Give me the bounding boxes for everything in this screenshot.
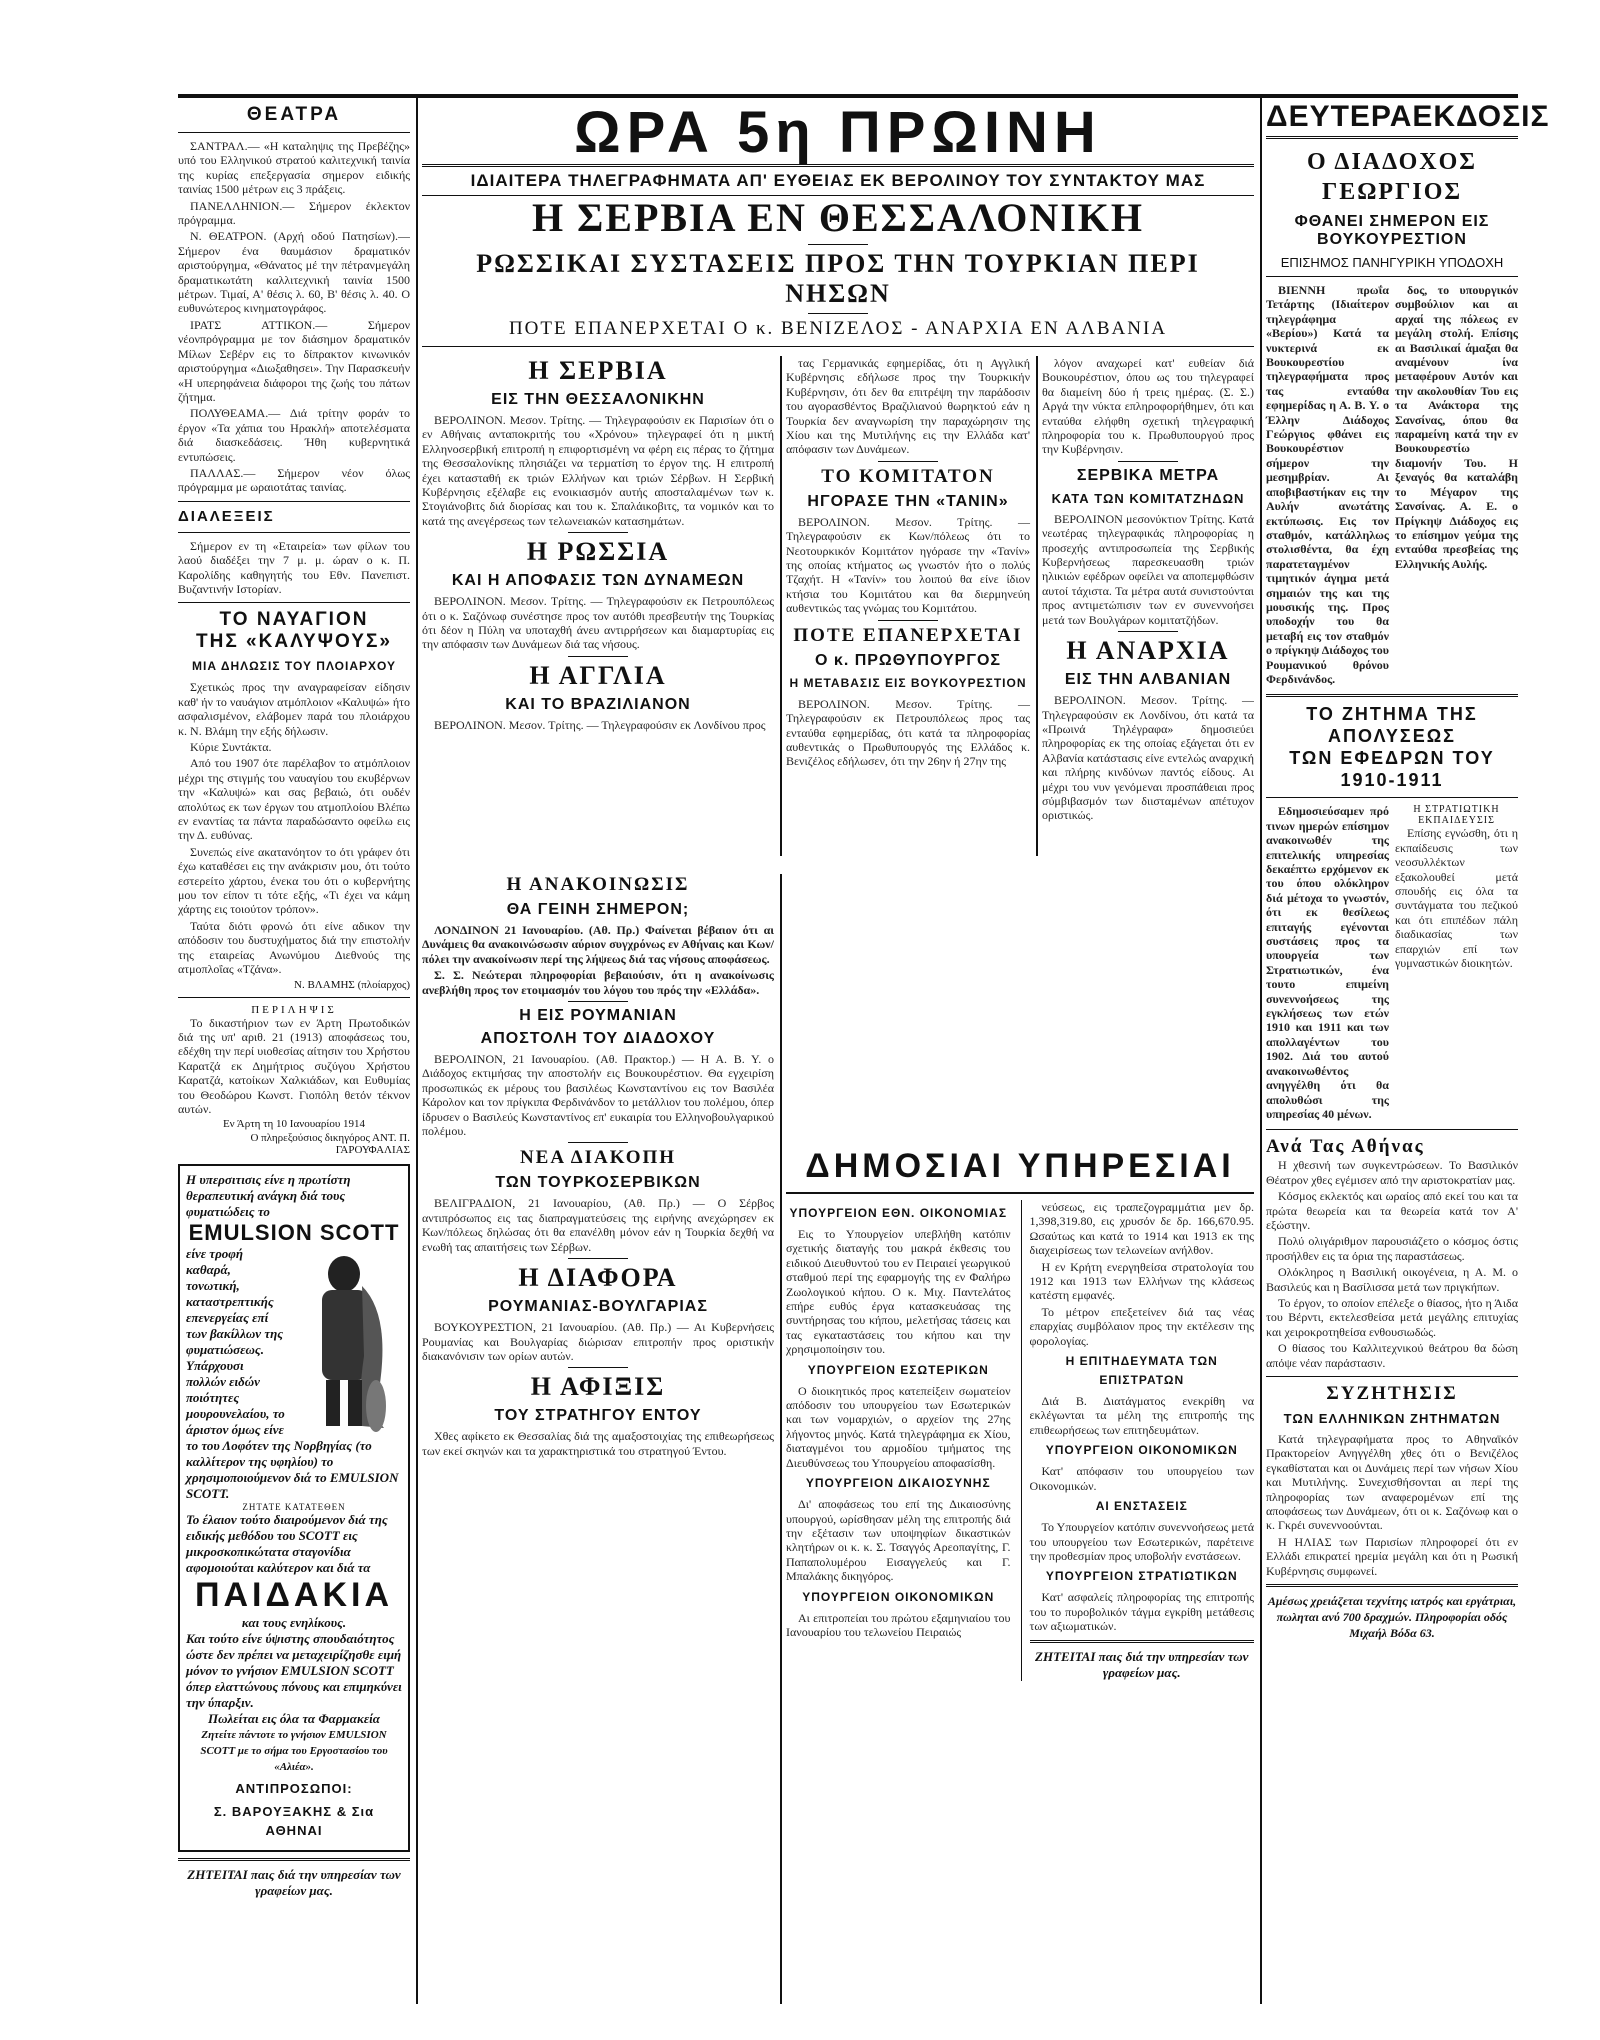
center-col-b: [786, 356, 1030, 771]
anarchy-sub: ΕΙΣ ΤΗΝ ΑΛΒΑΝΙΑΝ: [1064, 671, 1232, 689]
shipwreck-text: Σχετικώς προς την αναγραφείσαν είδησιν καθ' ήν το ναυάγιον ατμόπλοιον «Καλυψώ» ήτο ασφαλισμένον, ελάβομεν παρά του πλοιάρχου κ. Ν. Βλάμη την εξής δήλωσιν. Κύριε Συντάκτα. Από του 1907 ότε παρέλαβον το ατμόπλοιον μέχρι της στιγμής του ναυαγίου του εκυβέρνων την «Καλυψώ» και σας βεβαιώ, ότι ουδέν απολύτως εκ των έργων του ατμοπλοίου Βλέπω εν εναντίας τα πάντα παραδώσαντο οφείλω εις την Δ. ευθύνας. Συνεπώς είνε ακατανόητον το ότι γράφεν ότι έχω καταθέσει εις την ανάκρισιν μου, ότι τούτο εστερείτο χάρτου, ένεκα του ότι ο κυβερνήτης μου τον είπον τι τότε εξής, «Τι έχει να κάμη χάρτης εις τοιούτον τρόπον». Ταύτα διότι φρονώ ότι είνε αδικον την απόδοσιν του δυστυχήματος διά την επιστολήν της εταιρείας Ανωνύμου Διεθνούς της ατμοπλοΐας «Τζάνα».: [178, 680, 410, 977]
military-text: Κατ' ασφαλείς πληροφορίας της επιτροπής του το πυροβολικόν τάγμα εγκρίθη μετάθεσις των αξιωματικών.: [1029, 1590, 1254, 1634]
arrival-sub: ΤΟΥ ΣΤΡΑΤΗΓΟΥ ΕΝΤΟΥ: [494, 1407, 702, 1425]
ad-text-6: Ζητείτε πάντοτε το γνήσιον EMULSION SCOTT με το σήμα του Εργοστασίου του «Αλιέα».: [200, 1729, 388, 1774]
shipwreck-title-1: ΤΟ ΝΑΥΑΓΙΟΝ: [219, 609, 369, 631]
ad-text-1: είνε τροφή καθαρά, τονωτική, καταστρεπτικής επενεργείας επί των βακίλλων της φυματιώσεως. Υπάρχουσι πολλών ειδών ποιότητες μουρουνελαίου, το άριστον όμως είνε το του Λοφότεν της Νορβηγίας (το καλλίτερον της υφηλίου) το χρησιμοποιούμενον διά το EMULSION SCOTT.: [186, 1246, 399, 1502]
justice-title: ΥΠΟΥΡΓΕΙΟΝ ΔΙΚΑΙΟΣΥΝΗΣ: [805, 1476, 991, 1491]
athens-column-title: Ανά Τας Αθήνας: [1266, 1136, 1425, 1158]
ad-text-3: και τους ενηλίκους.: [241, 1615, 347, 1631]
russian-recommendations-headline: ΡΩΣΣΙΚΑΙ ΣΥΣΤΑΣΕΙΣ ΠΡΟΣ ΤΗΝ ΤΟΥΡΚΙΑΝ ΠΕΡΙ ΝΗΣΩΝ: [476, 249, 1200, 308]
russia-article-sub: ΚΑΙ Η ΑΠΟΦΑΣΙΣ ΤΩΝ ΔΥΝΑΜΕΩΝ: [451, 572, 745, 590]
public-footer-notice: ΖΗΤΕΙΤΑΙ παις διά την υπηρεσίαν των γραφείων μας.: [1035, 1648, 1249, 1680]
anarchy-title: Η ΑΝΑΡΧΙΑ: [1066, 636, 1230, 666]
shipwreck-title-2: ΤΗΣ «ΚΑΛΥΨΟΥΣ»: [196, 631, 392, 653]
ad-children: ΠΑΙΔΑΚΙΑ: [194, 1576, 394, 1615]
public-col-a: [786, 1200, 1011, 1681]
discussions-text-2: Η ΗΛΙΑΣ των Παρισίων πληροφορεί ότι εν Ελλάδι επικρατεί ηρεμία μεγάλη και ότι η Ρωσική Κυβέρνησις συμφωνεί.: [1266, 1534, 1518, 1578]
romania-text: ΒΕΡΟΛΙΝΟΝ, 21 Ιανουαρίου. (Αθ. Πρακτορ.) — Η Α. Β. Υ. ο Διάδοχος εκτιμήσας την αποστολήν εις Βουκουρέστιον. Θα εγχειρίση προσωπικώς εκ μέρους του βασιλέως Κωνσταντίνου εις τον Βασιλέα Κάρολον και τον πρίγκιπα Φερδινάνδον το μετάλλιον του πολέμου, όπερ ίδρυσεν ο Βασιλεύς Κωνσταντίνος επ' ευκαιρία του Ελληνοβουλγαρικού πολέμου.: [422, 1052, 774, 1139]
appoint-title: ΑΙ ΕΝΣΤΑΣΕΙΣ: [1095, 1499, 1188, 1514]
announcement-sub: ΘΑ ΓΕΙΝΗ ΣΗΜΕΡΟΝ;: [506, 901, 690, 918]
economy-title: ΥΠΟΥΡΓΕΙΟΝ ΟΙΚΟΝΟΜΙΚΩΝ: [1045, 1443, 1238, 1458]
emulsion-scott-ad: [178, 1164, 410, 1852]
column-rule-3: [1036, 356, 1038, 856]
theatre-title: ΘΕΑΤΡΑ: [246, 104, 342, 125]
center-col-c: [1042, 356, 1254, 825]
reserve-headline: ΤΟ ΖΗΤΗΜΑ ΤΗΣ ΑΠΟΛΥΣΕΩΣ: [1306, 704, 1478, 747]
new-break-title: ΝΕΑ ΔΙΑΚΟΠΗ: [519, 1147, 677, 1169]
public-services-title: ΔΗΜΟΣΙΑΙ ΥΠΗΡΕΣΙΑΙ: [786, 1144, 1254, 1194]
perilipsis-text: Το δικαστήριον των εν Άρτη Πρωτοδικών διά της υπ' αριθ. 21 (1913) αποφάσεως του, εδέχθη την περί υιοθεσίας αίτησιν του Χρήστου Καρατζά εκ Δημήτριος συζύγου Χρήστου Καρατζά, κατοίκων Χαλκιάδων, και Ευθυμίας του Θεοδώρου Κωνστ. Γιοπόλη θετόν τέκνον αυτών.: [178, 1015, 410, 1116]
official-reception-headline: ΕΠΙΣΗΜΟΣ ΠΑΝΗΓΥΡΙΚΗ ΥΠΟΔΟΧΗ: [1280, 255, 1504, 270]
committee-sub: ΗΓΟΡΑΣΕ ΤΗΝ «ΤΑΝΙΝ»: [807, 492, 1009, 510]
announcement-text-2: Σ. Σ. Νεώτεραι πληροφορίαι βεβαιούσιν, ότι η ανακοίνωσις ανεβλήθη προς τον ετοιμασμόν του λόγου του πρός την «Ελλάδα».: [422, 968, 774, 997]
shipwreck-subtitle: ΜΙΑ ΔΗΛΩΣΙΣ ΤΟΥ ΠΛΟΙΑΡΧΟΥ: [191, 659, 396, 674]
serbia-headline: Η ΣΕΡΒΙΑ ΕΝ ΘΕΣΣΑΛΟΝΙΚΗ: [532, 196, 1144, 240]
ad-agent-name: Σ. ΒΑΡΟΥΞΑΚΗΣ & Σια ΑΘΗΝΑΙ: [213, 1804, 375, 1839]
finance-title: ΥΠΟΥΡΓΕΙΟΝ ΟΙΚΟΝΟΜΙΚΩΝ: [802, 1589, 995, 1604]
justice-text: Δι' αποφάσεως του επί της Δικαιοσύνης υπουργού, ωρίσθησαν μέλη της επιτροπής διά την εξέτασιν των υποψηφίων δικαστικών κλητήρων οι κ. κ. Σ. Τσαγγός Αρεοπαγίτης, Γ. Παπαπολυμέρου Εισαγγελεύς και Γ. Μπαλάκης δικηγόρος.: [786, 1497, 1011, 1584]
top-rule: [178, 94, 1518, 98]
serb-measures-title: ΣΕΡΒΙΚΑ ΜΕΤΡΑ: [1076, 466, 1220, 484]
england-article-text: ΒΕΡΟΛΙΝΟΝ. Μεσον. Τρίτης. — Τηλεγραφούσιν εκ Λονδίνου προς: [434, 717, 766, 732]
left-column: [178, 102, 410, 2004]
reserve-subheadline: ΤΩΝ ΕΦΕΔΡΩΝ ΤΟΥ 1910-1911: [1289, 748, 1495, 791]
epit-title: Η ΕΠΙΤΗΔΕΥΜΑΤΑ ΤΩΝ ΕΠΙΣΤΡΑΤΩΝ: [1065, 1354, 1218, 1388]
venizelos-return-headline: ΠΟΤΕ ΕΠΑΝΕΡΧΕΤΑΙ Ο κ. ΒΕΝΙΖΕΛΟΣ - ΑΝΑΡΧΙΑ ΕΝ ΑΛΒΑΝΙΑ: [508, 318, 1168, 339]
right-column: [1266, 100, 1550, 1641]
russia-article-title: Η ΡΩΣΣΙΑ: [526, 537, 670, 567]
england-article-title: Η ΑΓΓΛΙΑ: [529, 660, 667, 690]
center-headline-block: [422, 102, 1254, 196]
reserve-text: Εδημοσιεύσαμεν πρό τινων ημερών επίσημον ανακοινωθέν της επιτελικής υπηρεσίας δεκαέπτω ερχόμενον εκ του όπου ολόκληρον διά μέτοχα το γνωστόν, ότι εκ θεσίλεως επιταγής εγένονται συστάσεις προς τα υπουργεία των Στρατιωτικών, ένα τουτο επιμείνη συνεννοήσεως της εγκλήσεως των ετών 1910 και 1911 και των απολλαγέντων του 1902. Διά του αυτού ανακοινωθέντος ανηγγέλθη ότι θα απολυθώσι της υπηρεσίας 40 μένων.: [1266, 804, 1389, 1121]
return-sub2: Η ΜΕΤΑΒΑΣΙΣ ΕΙΣ ΒΟΥΚΟΥΡΕΣΤΙΟΝ: [789, 675, 1027, 690]
perilipsis-title: ΠΕΡΙΛΗΨΙΣ: [251, 1003, 337, 1016]
column-rule-2: [780, 356, 782, 856]
ad-figure-caption: ΖΗΤΑΤΕ ΚΑΤΑΤΕΘΕΝ: [242, 1502, 346, 1513]
right-footer-notice: Αμέσως χρειάζεται τεχνίτης ιατρός και εργάτριαι, πωληται ανύ 700 δραχμών. Πληροφορίαι οδός Μιχαήλ Βόδα 63.: [1267, 1594, 1517, 1641]
appoint-text: Το Υπουργείον κατόπιν συνεννοήσεως μετά του υπουργείου των Εσωτερικών, παρέτεινε την προθεσμίαν προς υποβολήν ενστάσεων.: [1029, 1520, 1254, 1563]
serbia-article-sub: ΕΙΣ ΤΗΝ ΘΕΣΣΑΛΟΝΙΚΗΝ: [491, 391, 705, 408]
ad-text-5: Πωλείται εις όλα τα Φαρμακεία: [208, 1711, 380, 1727]
discussions-sub: ΤΩΝ ΕΛΛΗΝΙΚΩΝ ΖΗΤΗΜΑΤΩΝ: [1283, 1411, 1501, 1426]
interior-title: ΥΠΟΥΡΓΕΙΟΝ ΕΣΩΤΕΡΙΚΩΝ: [807, 1362, 989, 1377]
econ-title: ΥΠΟΥΡΓΕΙΟΝ ΕΘΝ. ΟΙΚΟΝΟΜΙΑΣ: [789, 1206, 1008, 1220]
announcement-title: Η ΑΝΑΚΟΙΝΩΣΙΣ: [506, 874, 690, 895]
return-sub: Ο κ. ΠΡΩΘΥΠΟΥΡΓΟΣ: [815, 651, 1001, 669]
diafora-sub: ΡΟΥΜΑΝΙΑΣ-ΒΟΥΛΓΑΡΙΑΣ: [488, 1298, 708, 1316]
perilipsis-date: Εν Άρτη τη 10 Ιανουαρίου 1914: [222, 1118, 366, 1131]
premier-travel-text: λόγον αναχωρεί κατ' ευθείαν διά Βουκουρέστιον, όπου ως του τηλεγραφεί θα διαμείνη δύο ή τρεις ημέρας. (Σ. Σ.) Αργά την νύκτα επληροφορήθημεν, ότι και ενταύθα ελήφθη σχετική τηλεγραφική πληροφορία του κ. Πρωθυπουργού προς την Κυβέρνησιν.: [1042, 356, 1254, 457]
new-break-text: ΒΕΛΙΓΡΑΔΙΟΝ, 21 Ιανουαρίου, (Αθ. Πρ.) — Ο Σέρβος αντιπρόσωπος εις τας διαπραγματεύσεις της ειρήνης ανεχώρησεν εκ Κων/πόλεως δηλώσας ότι θα επανέλθη μόνον εάν η Τουρκία δεχθή να ενωθή τας απαιτήσεις των Σέρβων.: [422, 1196, 774, 1254]
column-rule-4: [1260, 98, 1262, 2004]
serbia-article-text: ΒΕΡΟΛΙΝΟΝ. Μεσον. Τρίτης. — Τηλεγραφούσιν εκ Παρισίων ότι ο εν Αθήναις ανταποκριτής του «Χρόνου» τηλεγραφεί ότι η μικτή Ελληνοσερβική επιτροπή η επιφορτισμένη να φέρη εις πέρας το ζήτημα της Θεσσαλονίκης πλησιάζει να τερματίση το έργον της. Η επιτροπή έχει κατασταθή εκ τριών Ελλήνων και τριών Σέρβων. Η Σερβική Κυβέρνησις εξέλαβε εις ενοικιασμόν αυτής αποσταλαμένων των κ. Στογιάνοβιτς διά διορίσας και του κ. Σπαλάικοβιτς, τα νομικόν και το κατά της ανεγέρσεως των τελωνειακών κατασημάτων.: [422, 413, 774, 528]
main-banner-title: ΩΡΑ 5η ΠΡΩΙΝΗ: [574, 100, 1102, 165]
theatre-listings: ΣΑΝΤΡΑΛ.— «Η καταληψις της Πρεβέζης» υπό του Ελληνικού στρατού καλιτεχνική ταινία της κυρίας επεξεργασία σημερον ειδικής ταινίας 1500 μέτρων εις 3 πράξεις. ΠΑΝΕΛΛΗΝΙΟΝ.— Σήμερον έκλεκτον πρόγραμμα. Ν. ΘΕΑΤΡΟΝ. (Αρχή οδού Πατησίων).— Σήμερον ένα θαυμάσιον δραματικόν αριστούργημα, «Θάνατος μέ την πέτρανμεγάλη δραματικωτάτη καλλιτεχνική ταινία 1500 μέτρων. Τιμαί, Α' θέσις λ. 60, Β' θέσις λ. 40. Ο ευθυνώτερος κινηματογράφος. ΙΡΑΤΣ ΑΤΤΙΚΟΝ.— Σήμερον νέονπρόγραμμα με τον διάσημον δραματικόν Μίλων Σεβέρν εις το δίπρακτον κινωνικόν αριστούργημα «Διωξαθησει». Την Παρασκευήν «Η υπερηφάνεια διάφοροι της ζωής του πάτων ζήτημα. ΠΟΛΥΘΕΑΜΑ.— Διά τρίτην φοράν το έργον «Τα χάπια του Ηρακλή» αποτελέσματα διά διασκεδάσεις. Ήθη κυβερνητικά εντυπώσεις. ΠΑΛΛΑΣ.— Σήμερον νέον όλως πρόγραμμα με ωραιοτάτας ταινίας.: [178, 139, 410, 495]
ad-intro: Η υπερσιτισις είνε η πρωτίστη θεραπευτική ανάγκη διά τους φυματιώδεις το: [186, 1172, 351, 1220]
serb-measures-text: ΒΕΡΟΛΙΝΟΝ μεσονύκτιον Τρίτης. Κατά νεωτέρας τηλεγραφικάς πληροφορίας η προσεχής αντιπροσωπεία της Σερβικής Κυβερνήσεως παρεσκευασθη τριών ηλικιών εφέδρων οφείλει να αποπεμφθώσιν αυτοί τάχιστα. Τα μέτρα αυτά συνιστούνται προς αντιμετώπισιν των εν συνεννοήσει μετά των Βουλγάρων κομιτατζήδων.: [1042, 511, 1254, 627]
crown-prince-headline: Ο ΔΙΑΔΟΧΟΣ ΓΕΩΡΓΙΟΣ: [1307, 149, 1477, 205]
arrives-headline: ΦΘΑΝΕΙ ΣΗΜΕΡΟΝ ΕΙΣ ΒΟΥΚΟΥΡΕΣΤΙΟΝ: [1294, 213, 1490, 248]
arrival-text: Χθες αφίκετο εκ Θεσσαλίας διά της αμαξοστοιχίας της επιθεωρήσεως των εκεί σκηνών και τα χαρακτηριστικά του στρατηγού Έντου.: [422, 1429, 774, 1458]
newspaper-page: [178, 84, 1550, 2004]
return-title: ΠΟΤΕ ΕΠΑΝΕΡΧΕΤΑΙ: [793, 624, 1023, 646]
epit-text: Διά Β. Διατάγματος ενεκρίθη να εκλέγωνται τα μέλη της επιτροπής της επιθεωρήσεως των επιτηδευμάτων.: [1029, 1394, 1254, 1437]
column-rule-5: [780, 874, 782, 2004]
public-col-b: [1021, 1200, 1255, 1681]
ad-text-4: Και τούτο είνε ύψιστης σπουδαιότητος ώστε δεν πρέπει να μεταχειρίζησθε ειμή μόνον το γνήσιον EMULSION SCOTT όπερ ελαττώνους πόνους και επιμηκύνει την ύπαρξιν.: [186, 1631, 402, 1711]
discussions-text: Κατά τηλεγραφήματα προς το Αθηναϊκόν Πρακτορείον Ανηγγέλθη χθες ότι ο Βενιζέλος εγκαθίσταται και οι Δυνάμεις περί των νήσων Χίου και Μυτιλήνης. Συνεχισθήσονται αι περί της πληροφορίας των αναφερομένων επί της αποφάσεως των Δυνάμεων, ότι οι κ. Σαζόνωφ και ο κ. Γκρέι συνεννοούνται.: [1266, 1432, 1518, 1533]
discussions-title: ΣΥΖΗΤΗΣΙΣ: [1326, 1383, 1458, 1404]
diafora-title: Η ΔΙΑΦΟΡΑ: [518, 1263, 678, 1293]
committee-text: ΒΕΡΟΛΙΝΟΝ. Μεσον. Τρίτης. — Τηλεγραφούσιν εκ Κων/πόλεως ότι το Νεοτουρκικόν Κομιτάτον ηγόρασε την «Τανίν» της οποίας κτήματος ως γνωστόν ήτο ο πολύς Τζαχήτ. Η «Τανίν» του λοιπού θα είνε ίδιον κτήσια του Κομιτάτου και θα διερμηνεύη αυθεντικώς τας γνώμας του Κομιτάτου.: [786, 514, 1030, 616]
new-break-sub: ΤΩΝ ΤΟΥΡΚΟΣΕΡΒΙΚΩΝ: [495, 1174, 701, 1192]
ad-brand: EMULSION SCOTT: [188, 1220, 400, 1246]
economy-text: Κατ' απόφασιν του υπουργείου των Οικονομικών.: [1029, 1464, 1254, 1493]
public-services-block: [786, 1144, 1254, 2004]
romania-title: Η ΕΙΣ ΡΟΥΜΑΝΙΑΝ: [519, 1007, 677, 1025]
arrival-title: Η ΑΦΙΞΙΣ: [530, 1372, 666, 1402]
shipwreck-signature: Ν. ΒΛΑΜΗΣ (πλοίαρχος): [294, 978, 410, 991]
lectures-title: ΔΙΑΛΕΞΕΙΣ: [178, 507, 275, 525]
finance-text: Αι επιτροπείαι του πρώτου εξαμηνιαίου του Ιανουαρίου του τελωνείου Πειραιώς: [786, 1610, 1011, 1639]
perilipsis-signature: Ο πληρεξούσιος δικηγόρος ΑΝΤ. Π. ΓΑΡΟΥΦΑΛΙΑΣ: [250, 1132, 410, 1157]
mid-text-3: Το μέτρον επεξετείνεν διά τας νέας επαρχίας συμβόλαιον προς την εκτέλεσιν της φορολογίας.: [1029, 1304, 1254, 1348]
german-newspapers-text: τας Γερμανικάς εφημερίδας, ότι η Αγγλική Κυβέρνησις εδήλωσε προς την Τουρκικήν Κυβέρνησιν, ότι δεν θα επιτρέψη την παράδοσιν του αγορασθέντος Βραζιλιανού θωρηκτού εάν η Τουρκία δεν αναγνωρίση την παραχώρησιν της Χίου και της Μυτιλήνης εις την Ελλάδα κατ' απόφασιν των Δυνάμεων.: [786, 356, 1030, 457]
mid-text-2: Η εν Κρήτη ενεργηθείσα στρατολογία του 1912 και 1913 των Ελλήνων της κλάσεως κατέστη εμφανές.: [1029, 1259, 1254, 1303]
ad-text-2: Το έλαιον τούτο διαιρούμενον διά της ειδικής μεθόδου του SCOTT εις μικροσκοπικώτατα σταγονίδια αφομοιούται καλύτερον και διά τα: [186, 1512, 388, 1576]
serb-measures-sub: ΚΑΤΑ ΤΩΝ ΚΟΜΙΤΑΤΖΗΔΩΝ: [1051, 490, 1245, 506]
center-lower-left: [422, 874, 774, 2004]
england-article-sub: ΚΑΙ ΤΟ ΒΡΑΖΙΛΙΑΝΟΝ: [505, 695, 691, 713]
column-rule-1: [416, 98, 418, 2004]
military-title: ΥΠΟΥΡΓΕΙΟΝ ΣΤΡΑΤΙΩΤΙΚΩΝ: [1045, 1569, 1238, 1584]
left-footer-notice: ΖΗΤΕΙΤΑΙ παις διά την υπηρεσίαν των γραφείων μας.: [187, 1867, 401, 1899]
ad-agents: ΑΝΤΙΠΡΟΣΩΠΟΙ:: [235, 1781, 353, 1797]
vienna-text: ΒΙΕΝΝΗ πρωΐα Τετάρτης (Ιδιαίτερον τηλεγράφημα «Βερίου») Κατά τα νυκτερινά εκ Βουκουρεστίου τηλεγραφήματα προς τας ενταύθα εφημερίδας η Α. Β. Υ. ο Έλλην Διάδοχος Γεώργιος φθάνει εις Βουκουρέστιον σήμερον την μεσημβρίαν. Αι αποβιβαστήκαν εις την Αυλήν ανωτάτης εκτύπωσις. Εις τον σταθμόν, κατάλληλως στολισθέντα, θα έχη παρατεταγμένον τιμητικόν άγημα μετά σημαιών της και της μουσικής της. Προς υποδοχήν του θα μεταβή εις τον σταθμόν ο πρίγκηψ Διάδοχος του Ρουμανικού θρόνου Φερδινάνδος.: [1266, 283, 1389, 686]
training-title: Η ΣΤΡΑΤΙΩΤΙΚΗ ΕΚΠΑΙΔΕΥΣΙΣ: [1413, 804, 1500, 827]
russia-article-text: ΒΕΡΟΛΙΝΟΝ. Μεσον. Τρίτης. — Τηλεγραφούσιν εκ Πετρουπόλεως ότι ο κ. Σαζόνωφ συνέστησε προς τον αυτόθι πρεσβευτήν της Τουρκίας ότι δέον η Πύλη να υποταχθή άνευ αντιρρήσεων και διαμαρτυρίας εις την απόφασιν των Δυνάμεων διά τας νήσους.: [422, 594, 774, 652]
return-text: ΒΕΡΟΛΙΝΟΝ. Μεσον. Τρίτης. — Τηλεγραφούσιν εκ Πετρουπόλεως προς τας ενταύθα εφημερίδας, ότι κατά τα πληροφορίας αυθεντικάς ο Πρωθυπουργός της Ελλάδος κ. Βενιζέλος εδήλωσεν, ότι την 26ην ή 27ην της: [786, 696, 1030, 769]
mid-text-1: νεύσεως, εις τραπεζογραμμάτια μεν δρ. 1,398,319.80, εις χρυσόν δε δρ. 166,670.95. Ωσαύτως και κατά το 1914 και 1913 εκ της διαχειρίσεως των τελωνείων ανήλθον.: [1029, 1200, 1254, 1258]
anarchy-text: ΒΕΡΟΛΙΝΟΝ. Μεσον. Τρίτης. — Τηλεγραφούσιν εκ Λονδίνου, ότι κατά τα «Πρωινά Τηλέγραφα» δημοσιεύει πληροφορίας εκ της οποίας εξάγεται ότι εν Αλβανία κατάστασις είνε εντελώς αναρχική και πλήρης κινδύνων παντός είδους. Αι μέχρι του νυν γενόμεναι προσπάθειαι προς σύμβιβασμόν των διισταμένων απέτυχον οριστικώς.: [1042, 693, 1254, 823]
serbia-article-title: Η ΣΕΡΒΙΑ: [528, 356, 668, 385]
second-edition-title: ΔΕΥΤΕΡΑΕΚΔΟΣΙΣ: [1266, 102, 1518, 139]
lectures-text: Σήμερον εν τη «Εταιρεία» των φίλων του λαού διαδέξει την 7 μ. μ. ώραν ο κ. Π. Καρολίδης καθηγητής του Εθν. Πανεπιστ. Βυζαντινήν Ιστορίαν.: [178, 538, 410, 596]
romania-sub: ΑΠΟΣΤΟΛΗ ΤΟΥ ΔΙΑΔΟΧΟΥ: [480, 1030, 716, 1048]
training-text: Επίσης εγνώσθη, ότι η εκπαίδευσις των νεοσυλλέκτων εξακολουθεί μετά σπουδής εις όλα τα συντάγματα του πεζικού και ότι επιπέδων πάλη διαδικασίας των επαρχιών επί των γυμναστικών διοικητών.: [1395, 826, 1518, 971]
athens-column-text: Η χθεσινή των συγκεντρώσεων. Το Βασιλικόν Θέατρον χθες εγέμισεν από την αριστοκρατίαν μας. Κόσμος εκλεκτός και ωραίος από εκεί του και τα πρώτα θεωρεία και τα θεωρεία κατά τον Α' εξώστην. Πολύ ολιγάριθμον παρουσιάζετο ο κόσμος όστις προσήλθεν εις τα όρια της παραστάσεως. Ολόκληρος η Βασιλική οικογένεια, η Α. Μ. ο Βασιλεύς και η Βασίλισσα μετά των πριγκήπων. Το έργον, το οποίον επέλεξε ο θίασος, ήτο η Άιδα του Βέρντι, εκτελεσθείσα μετά μεγάλης επιτυχίας και χειροκροτηθείσα ενθουσιωδώς. Ο θίασος του Καλλιτεχνικού θεάτρου θα δώση απόψε νέαν παράστασιν.: [1266, 1158, 1518, 1370]
vienna-text-2: δος, το υπουργικόν συμβούλιον και αι αρχαί της πόλεως εν μεγάλη στολή. Επίσης αι Βασιλικαί άμαξαι θα αναμένουν ίνα μεταφέρουν Αυτόν και την ακολουθίαν Του εις τα Ανάκτορα της Σανσίνας, όπου θα παραμείνη κατά την εν Βουκουρεστίω διαμονήν Του. Η ξεναγός θα καταλάβη το Μέγαρον της Σανσίνας. Α. Ε. ο Πρίγκηψ Διάδοχος εις το επίσημον γεύμα της ενταύθα πρεσβείας της Ελληνικής Αυλής.: [1395, 283, 1518, 571]
econ-text: Εις το Υπουργείον υπεβλήθη κατόπιν σχετικής διαταγής του μακρά έκθεσις του ειδικού Διευθυντού του εν Πειραιεί γεωργικού σταθμού περί της εφαρμογής της εν Φαλήρω Ζωολογικού κήπου. Ο κ. Μιχ. Παντελάτος επήρε ευθύς έργα κατασκευάσας της συντήρησας του κήπου, μελετήσας τάσεις και τας εγκαταστάσεις του κήπου και την χρησιμοποίησιν του.: [786, 1227, 1011, 1357]
banner-subtitle: ΙΔΙΑΙΤΕΡΑ ΤΗΛΕΓΡΑΦΗΜΑΤΑ ΑΠ' ΕΥΘΕΙΑΣ ΕΚ ΒΕΡΟΛΙΝΟΥ ΤΟΥ ΣΥΝΤΑΚΤΟΥ ΜΑΣ: [422, 164, 1254, 196]
diafora-text: ΒΟΥΚΟΥΡΕΣΤΙΟΝ, 21 Ιανουαρίου. (Αθ. Πρ.) — Αι Κυβερνήσεις Ρουμανίας και Βουλγαρίας διώρισαν επιτροπήν προς οριστικήν διακανόνισιν των ορίων αυτών.: [422, 1320, 774, 1363]
announcement-text: ΛΟΝΔΙΝΟΝ 21 Ιανουαρίου. (Αθ. Πρ.) Φαίνεται βέβαιον ότι αι Δυνάμεις θα ανακοινώσωσιν αύριον συγχρόνως εν Αθήναις και Κων/πόλει την ανακοίνωσιν περί της λήψεως διά τας νήσους αποφάσεως.: [422, 923, 774, 966]
center-col-a: [422, 356, 774, 734]
interior-text: Ο διοικητικός προς κατεπείξειν σωματείον απόδοσιν του υπουργείου των Εσωτερικών και των νομαρχιών, ο αρχείον της 27ης λήγοντος μηνός. Κατά τηλεγράφημα εκ Χίου, διαταγμένοι του αρμοδίου τμήματος της Διευθύνσεως του Υπουργείου αποφασίσθη.: [786, 1383, 1011, 1470]
committee-title: ΤΟ ΚΟΜΙΤΑΤΟΝ: [821, 465, 995, 487]
center-upper: [422, 196, 1254, 856]
fisherman-with-cod-icon: [292, 1246, 402, 1436]
